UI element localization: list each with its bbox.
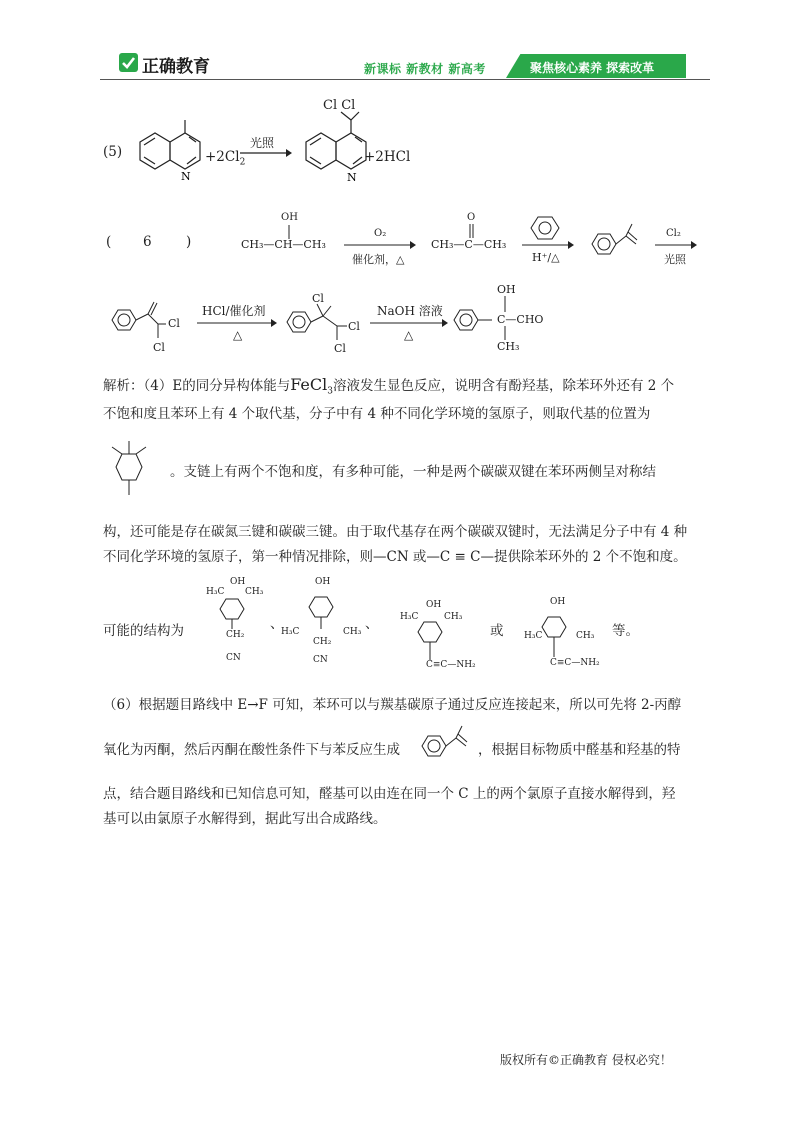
- reaction6-label-close: ): [186, 234, 192, 250]
- product-oh: OH: [497, 283, 516, 296]
- etc-text: 等。: [612, 623, 639, 639]
- benzene-reagent: [530, 215, 560, 241]
- part6-line2b: ，根据目标物质中醛基和羟基的特: [478, 742, 681, 758]
- analysis-line5: 不同化学环境的氢原子，第一种情况排除，则—CN 或—C ≡ C—提供除苯环外的 2 个不饱和度。: [103, 549, 687, 565]
- analysis-line1: 解析：（4）E的同分异构体能与FeCl$_3$溶液发生显色反应，说明含有酚羟基，除苯环外还有 2 个: [103, 375, 675, 397]
- structure-4: OH H₃C CH₃ C≡C—NH₂: [524, 597, 600, 668]
- reaction5-arrow: [240, 148, 292, 158]
- product-bonds: [502, 296, 508, 366]
- step3-top: Cl₂: [666, 228, 681, 239]
- propanol-chain: CH₃—CH—CH₃: [241, 238, 326, 251]
- ring-n-label: N: [181, 170, 191, 183]
- alpha-methylstyrene: [590, 220, 650, 260]
- ketone-o: O: [467, 212, 476, 223]
- separator-1: 、: [270, 616, 284, 632]
- step5-bottom: △: [404, 328, 414, 342]
- step2-arrow: [522, 240, 574, 250]
- structure-3: OH H₃C CH₃ C≡C—NH₂: [400, 600, 476, 670]
- quinoline-structure: [125, 120, 215, 190]
- header-divider: [100, 79, 710, 80]
- tetramethyl-benzene-structure: [104, 437, 164, 502]
- step1-arrow: [344, 240, 416, 250]
- footer-copyright: 版权所有©正确教育 侵权必究！: [500, 1053, 672, 1067]
- structure-2: OH H₃C CH₃ CH₂ CN: [281, 577, 362, 665]
- step1-top: O₂: [374, 228, 387, 239]
- ketone-double-bond: [467, 224, 477, 238]
- structure-1: OH H₃C CH₃ CH₂ CN: [206, 577, 264, 663]
- step2-bottom: H⁺/△: [532, 251, 560, 264]
- part6-line1: （6）根据题目路线中 E→F 可知，苯环可以与羰基碳原子通过反应连接起来，所以可先将 2-丙醇: [103, 697, 682, 713]
- reaction6-label-num: 6: [143, 234, 152, 250]
- analysis-line2: 不饱和度且苯环上有 4 个取代基，分子中有 4 种不同化学环境的氢原子，则取代基的位置为: [103, 406, 651, 422]
- structures-intro: 可能的结构为: [103, 623, 184, 639]
- logo-text: 正确教育: [142, 57, 210, 77]
- analysis-line4: 构，还可能是存在碳氮三键和碳碳三键。由于取代基存在两个碳碳双键时，无法满足分子中有 4 种: [103, 524, 688, 540]
- slogan-left: 新课标 新教材 新高考: [364, 62, 486, 76]
- ketone-chain: CH₃—C—CH₃: [431, 238, 507, 251]
- reaction5-reagent: $+2Cl_2$: [205, 149, 246, 168]
- row2-cl: Cl: [168, 317, 180, 330]
- slogan-right: 聚焦核心素养 探索改革: [530, 61, 655, 75]
- analysis-line3: 。支链上有两个不饱和度，有多种可能，一种是两个碳碳双键在苯环两侧呈对称结: [170, 464, 656, 480]
- step4-arrow: [197, 318, 277, 328]
- step4-top: HCl/催化剂: [202, 304, 266, 318]
- reaction5-dichloro: Cl Cl: [323, 98, 356, 113]
- alpha-methylstyrene-inline: [420, 724, 478, 764]
- reaction5-byproduct: +2HCl: [364, 149, 411, 165]
- product-ch3: CH₃: [497, 340, 520, 353]
- step3-bottom: 光照: [664, 253, 686, 266]
- svg-text:N: N: [347, 171, 357, 184]
- step3-arrow: [655, 240, 697, 250]
- part6-line4: 基可以由氯原子水解得到，据此写出合成路线。: [103, 811, 387, 827]
- part6-line3: 点，结合题目路线和已知信息可知，醛基可以由连在同一个 C 上的两个氯原子直接水解得到，羟: [103, 786, 676, 802]
- logo-check-icon: [119, 53, 138, 72]
- reaction5-label: (5): [103, 144, 123, 160]
- reaction5-condition: 光照: [250, 136, 275, 150]
- propanol-bond: [285, 225, 293, 239]
- product-mid: C—CHO: [497, 313, 544, 326]
- product-benzene: [452, 302, 492, 342]
- step5-arrow: [370, 318, 448, 328]
- step4-bottom: △: [233, 328, 243, 342]
- inter-cl2: Cl: [348, 320, 360, 333]
- step1-bottom: 催化剂，△: [352, 253, 405, 266]
- separator-2: 、: [365, 616, 379, 632]
- step5-top: NaOH 溶液: [377, 304, 443, 318]
- part6-line2a: 氧化为丙酮，然后丙酮在酸性条件下与苯反应生成: [103, 742, 400, 758]
- propanol-oh: OH: [281, 212, 298, 223]
- inter-cl3: Cl: [334, 342, 346, 355]
- reaction6-label-open: (: [106, 234, 112, 250]
- row2-cl2: Cl: [153, 341, 165, 354]
- inter-cl1: Cl: [312, 292, 324, 305]
- separator-3: 或: [490, 623, 504, 639]
